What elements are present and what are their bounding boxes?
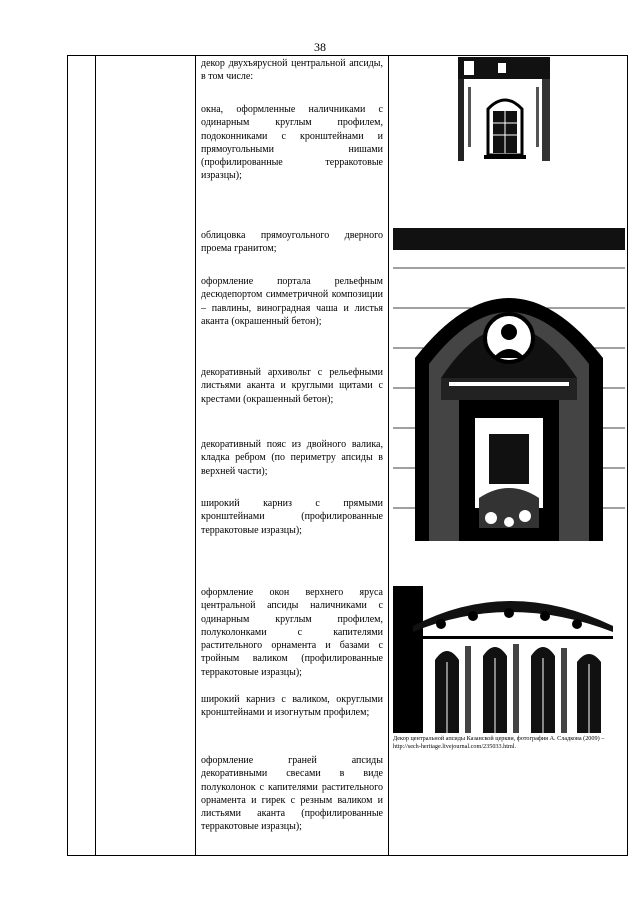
paragraph-door-granite: облицовка прямоугольного дверного проема гранитом; — [201, 230, 383, 255]
paragraph-cornice-roll: широкий карниз с валиком, округлыми кронштейнами и изогнутым профилем; — [201, 694, 383, 719]
photo-portal-archivolt — [393, 228, 625, 541]
paragraph-upper-windows: оформление окон верхнего яруса центральной апсиды наличниками с одинарным круглым профилем, полуколонками с капителями растительного орнамента и базами с тройным валиком (профилированные терракотовые изразцы); — [201, 587, 383, 678]
table-col-divider-2 — [195, 55, 196, 856]
table-border-right — [627, 55, 628, 856]
paragraph-apse-faces: оформление граней апсиды декоративными свесами в виде полуколонок с капителями растительного орнамента и гирек с резным валиком и листьями аканта (профилированные терракотовые изразцы); — [201, 755, 383, 833]
paragraph-cornice-brackets: широкий карниз с прямыми кронштейнами (профилированные терракотовые изразцы); — [201, 498, 383, 536]
paragraph-windows: окна, оформленные наличниками с одинарным круглым профилем, подоконниками с кронштейнами и прямоугольными нишами (профилированные терракотовые изразцы); — [201, 104, 383, 182]
paragraph-belt: декоративный пояс из двойного валика, кладка ребром (по периметру апсиды в верхней части); — [201, 439, 383, 477]
photo-apse-windows — [393, 586, 625, 733]
page-number: 38 — [314, 40, 326, 54]
paragraph-apse-decor: декор двухъярусной центральной апсиды, в том числе: — [201, 58, 383, 83]
table-col-divider-3 — [388, 55, 389, 856]
photo-caption: Декор центральной апсиды Казанской церкви, фотография А. Сладкова (2009) – http://sech-heritage.livejournal.com/235033.html. — [393, 735, 605, 750]
table-col-divider-1 — [95, 55, 96, 856]
paragraph-portal: оформление портала рельефным десюдепортом симметричной композиции – павлины, виноградная чаша и листья аканта (окрашенный бетон); — [201, 276, 383, 327]
table-border-top — [67, 55, 628, 56]
table-border-left — [67, 55, 68, 856]
paragraph-archivolt: декоративный архивольт с рельефными листьями аканта и круглыми щитами с крестами (окрашенный бетон); — [201, 367, 383, 405]
photo-window-detail — [458, 57, 550, 161]
table-border-bottom — [67, 855, 628, 856]
